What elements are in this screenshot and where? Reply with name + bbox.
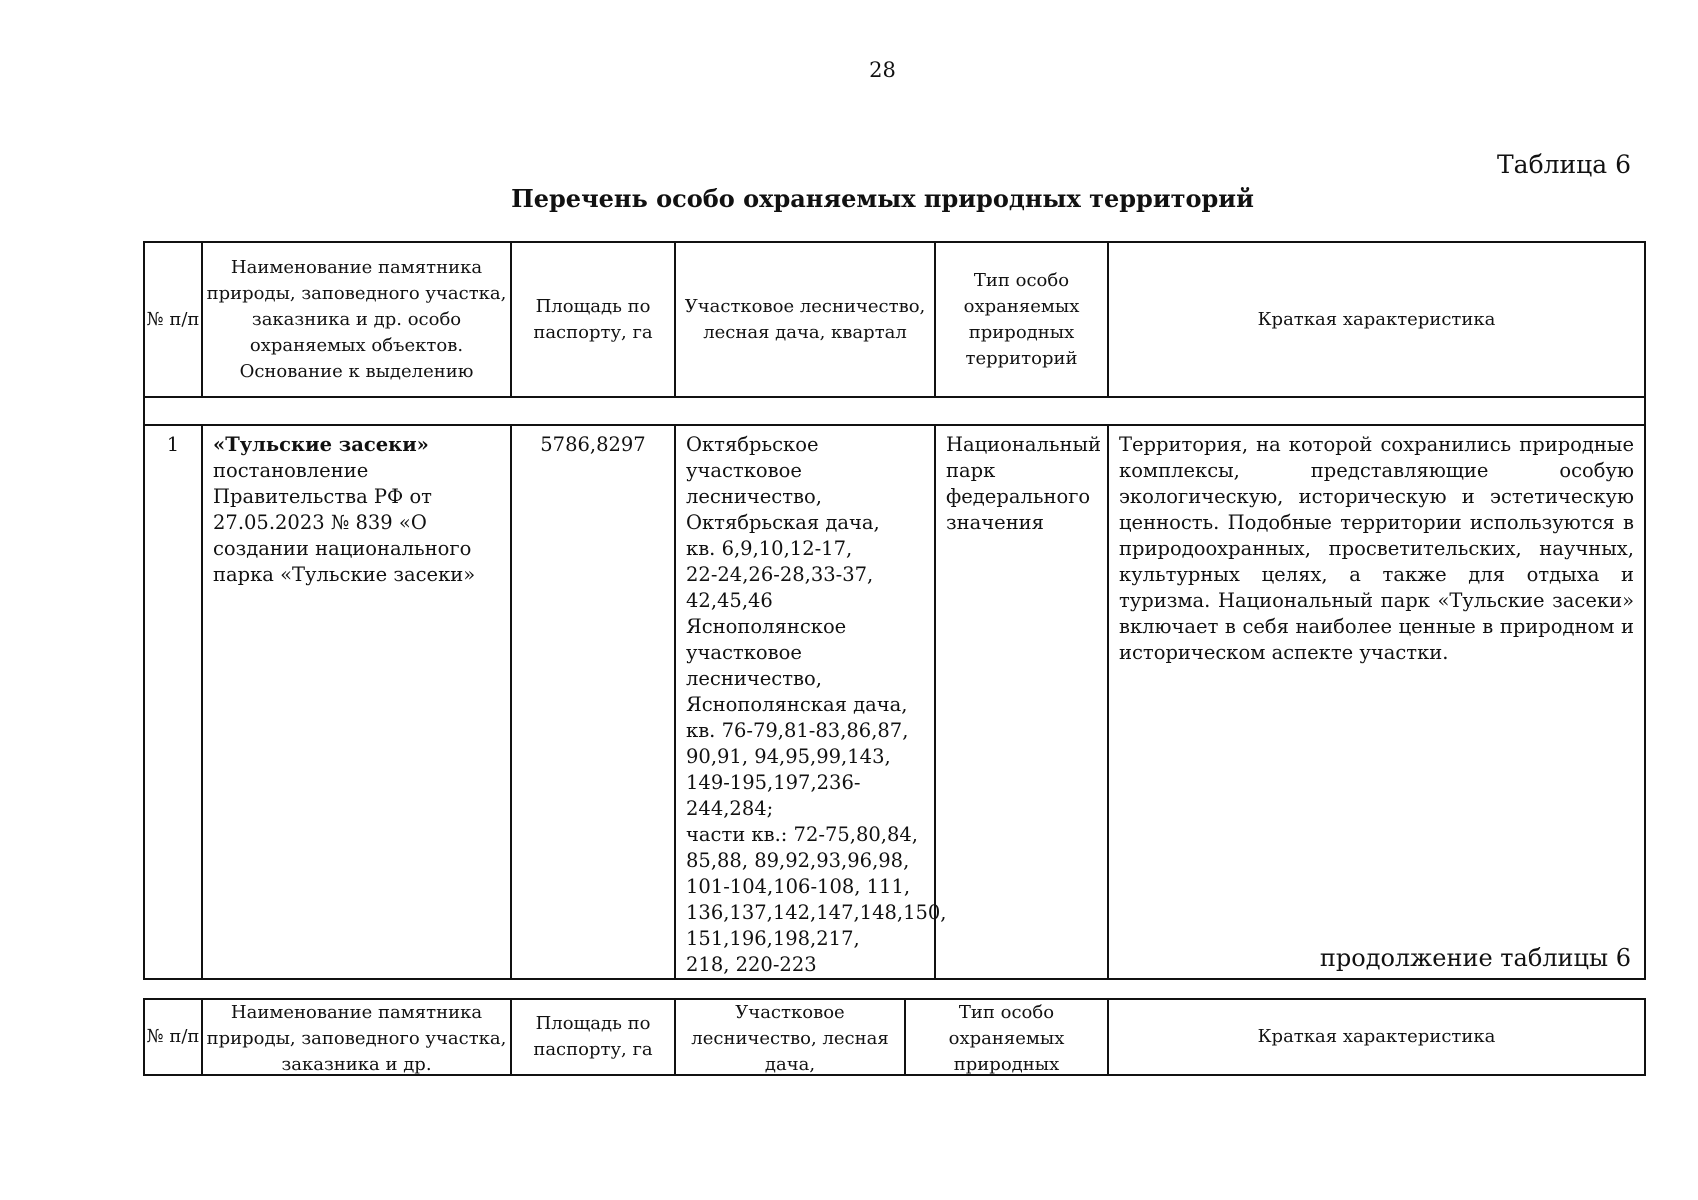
cont-header-desc: Краткая характеристика	[1108, 999, 1645, 1075]
forestry-line: Октябрьское участковое	[686, 433, 819, 482]
forestry-line: 218, 220-223	[686, 953, 817, 976]
table-row	[144, 425, 1645, 979]
forestry-line: 85,88, 89,92,93,96,98,	[686, 849, 910, 872]
forestry-line: 101-104,106-108, 111,	[686, 875, 911, 898]
forestry-line: 151,196,198,217,	[686, 927, 860, 950]
forestry-line: лесничество,	[686, 485, 822, 508]
cell-name	[202, 425, 511, 979]
forestry-line: части кв.: 72-75,80,84,	[686, 823, 918, 846]
header-forestry: Участковое лесничество, лесная дача, квартал	[675, 242, 935, 397]
cell-num: 1	[144, 425, 202, 979]
table-header-row	[144, 242, 1645, 397]
cont-header-area: Площадь по паспорту, га	[511, 999, 675, 1075]
forestry-line: кв. 76-79,81-83,86,87,	[686, 719, 909, 742]
forestry-line: 149-195,197,236-	[686, 771, 861, 794]
forestry-line: 90,91, 94,95,99,143,	[686, 745, 891, 768]
forestry-line: участковое лесничество,	[686, 641, 822, 690]
territory-basis: постановление Правительства РФ от 27.05.2023 № 839 «О создании национального парка «Тульские засеки»	[213, 459, 476, 586]
header-area: Площадь по паспорту, га	[511, 242, 675, 397]
continuation-table	[143, 998, 1646, 1076]
header-type: Тип особо охраняемых природных территорий	[935, 242, 1108, 397]
forestry-line: кв. 6,9,10,12-17,	[686, 537, 853, 560]
forestry-line: 244,284;	[686, 797, 774, 820]
cont-header-forestry	[675, 999, 905, 1075]
continuation-header-row	[144, 999, 1645, 1075]
cell-area: 5786,8297	[511, 425, 675, 979]
cont-header-name	[202, 999, 511, 1075]
table-spacer-row	[144, 397, 1645, 425]
header-desc: Краткая характеристика	[1108, 242, 1645, 397]
cont-header-num: № п/п	[144, 999, 202, 1075]
cont-header-type-text: Тип особо охраняемых природных	[948, 1002, 1065, 1074]
forestry-line: 22-24,26-28,33-37,	[686, 563, 874, 586]
forestry-line: 136,137,142,147,148,150,	[686, 901, 947, 924]
cell-desc: Территория, на которой сохранились природные комплексы, представляющие особую экологическую, историческую и эстетическую ценность. Подобные территории используются в природоохранных, просветительских, научных, культурных целях, а также для отдыха и туризма. Национальный парк «Тульские засеки» включает в себя наиболее ценные в природном и историческом аспекте участки.	[1108, 425, 1645, 979]
cell-type: Национальный парк федерального значения	[935, 425, 1108, 979]
cont-header-type	[905, 999, 1108, 1075]
header-num: № п/п	[144, 242, 202, 397]
forestry-line: Яснополянское	[686, 615, 847, 638]
forestry-line: 42,45,46	[686, 589, 773, 612]
cont-header-forestry-text: Участковое лесничество, лесная дача,	[691, 1002, 889, 1074]
table-label: Таблица 6	[1496, 150, 1631, 179]
page-number: 28	[869, 58, 896, 82]
cont-header-name-text: Наименование памятника природы, заповедного участка, заказника и др.	[206, 1002, 507, 1074]
cell-forestry	[675, 425, 947, 979]
territories-table	[143, 241, 1646, 980]
territory-name: «Тульские засеки»	[213, 433, 429, 456]
page-title: Перечень особо охраняемых природных территорий	[511, 184, 1254, 213]
forestry-line: Яснополянская дача,	[686, 693, 908, 716]
header-name: Наименование памятника природы, заповедного участка, заказника и др. особо охраняемых объектов. Основание к выделению	[202, 242, 511, 397]
continuation-label: продолжение таблицы 6	[1319, 944, 1631, 972]
spacer-cell	[144, 397, 1645, 425]
forestry-line: Октябрьская дача,	[686, 511, 880, 534]
